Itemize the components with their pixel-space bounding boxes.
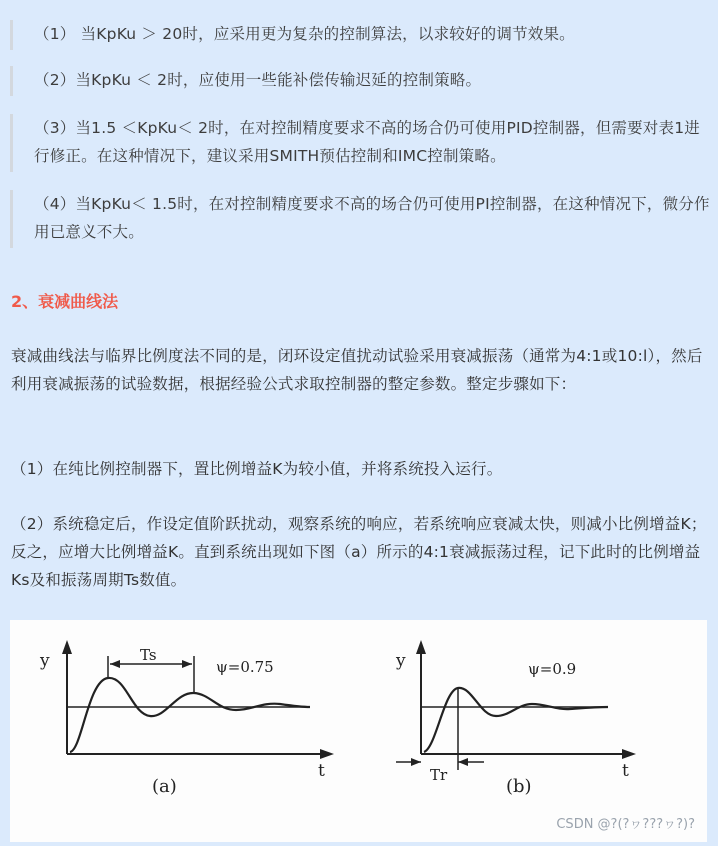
quote-item-1: （1） 当KpKu ＞ 20时，应采用更为复杂的控制算法，以求较好的调节效果。 [10, 20, 712, 50]
decay-curve-diagram [10, 620, 707, 842]
step-2-paragraph: （2）系统稳定后，作设定值阶跃扰动，观察系统的响应，若系统响应衰减太快，则减小比例增益K；反之，应增大比例增益K。直到系统出现如下图（a）所示的4:1衰减振荡过程，记下此时的比例增益Ks及和振荡周期Ts数值。 [11, 515, 707, 589]
panel-a-psi-label: ψ=0.75 [216, 658, 274, 676]
panel-a-period-label: Ts [140, 646, 157, 664]
panel-b-psi-label: ψ=0.9 [528, 660, 577, 678]
panel-b-y-label: y [396, 651, 406, 671]
panel-b-caption: (b) [506, 776, 532, 797]
panel-b-response-curve [424, 688, 608, 752]
quote-item-4: （4）当KpKu＜ 1.5时，在对控制精度要求不高的场合仍可使用PI控制器，在这种情况下，微分作用已意义不大。 [10, 190, 712, 248]
panel-a [62, 640, 334, 759]
decay-curve-figure [10, 620, 707, 842]
panel-b-x-arrow [622, 749, 636, 759]
section-heading: 2、衰减曲线法 [11, 292, 119, 311]
csdn-watermark: CSDN @?(?ヮ???ヮ?)? [556, 817, 695, 832]
panel-a-x-arrow [320, 749, 334, 759]
panel-a-y-label: y [40, 651, 50, 671]
panel-b-rise-arrow-right [458, 758, 468, 766]
intro-paragraph: 衰减曲线法与临界比例度法不同的是，闭环设定值扰动试验采用衰减振荡（通常为4:1或10:l），然后利用衰减振荡的试验数据，根据经验公式求取控制器的整定参数。整定步骤如下： [11, 347, 703, 393]
panel-a-y-arrow [62, 640, 72, 654]
panel-b [396, 640, 636, 770]
panel-b-x-label: t [622, 761, 629, 781]
panel-a-period-arrow-left [110, 660, 120, 668]
panel-b-rise-arrow-left [411, 758, 421, 766]
panel-b-y-arrow [416, 640, 426, 654]
panel-a-period-arrow-right [182, 660, 192, 668]
panel-b-rise-label: Tr [430, 766, 448, 784]
quote-item-2: （2）当KpKu ＜ 2时，应使用一些能补偿传输迟延的控制策略。 [10, 66, 712, 96]
panel-a-caption: (a) [152, 776, 177, 797]
panel-a-x-label: t [318, 761, 325, 781]
quote-item-3: （3）当1.5 ＜KpKu＜ 2时，在对控制精度要求不高的场合仍可使用PID控制器，但需要对表1进行修正。在这种情况下，建议采用SMITH预估控制和IMC控制策略。 [10, 114, 712, 172]
step-1-paragraph: （1）在纯比例控制器下，置比例增益K为较小值，并将系统投入运行。 [11, 460, 503, 478]
panel-a-response-curve [70, 678, 310, 752]
